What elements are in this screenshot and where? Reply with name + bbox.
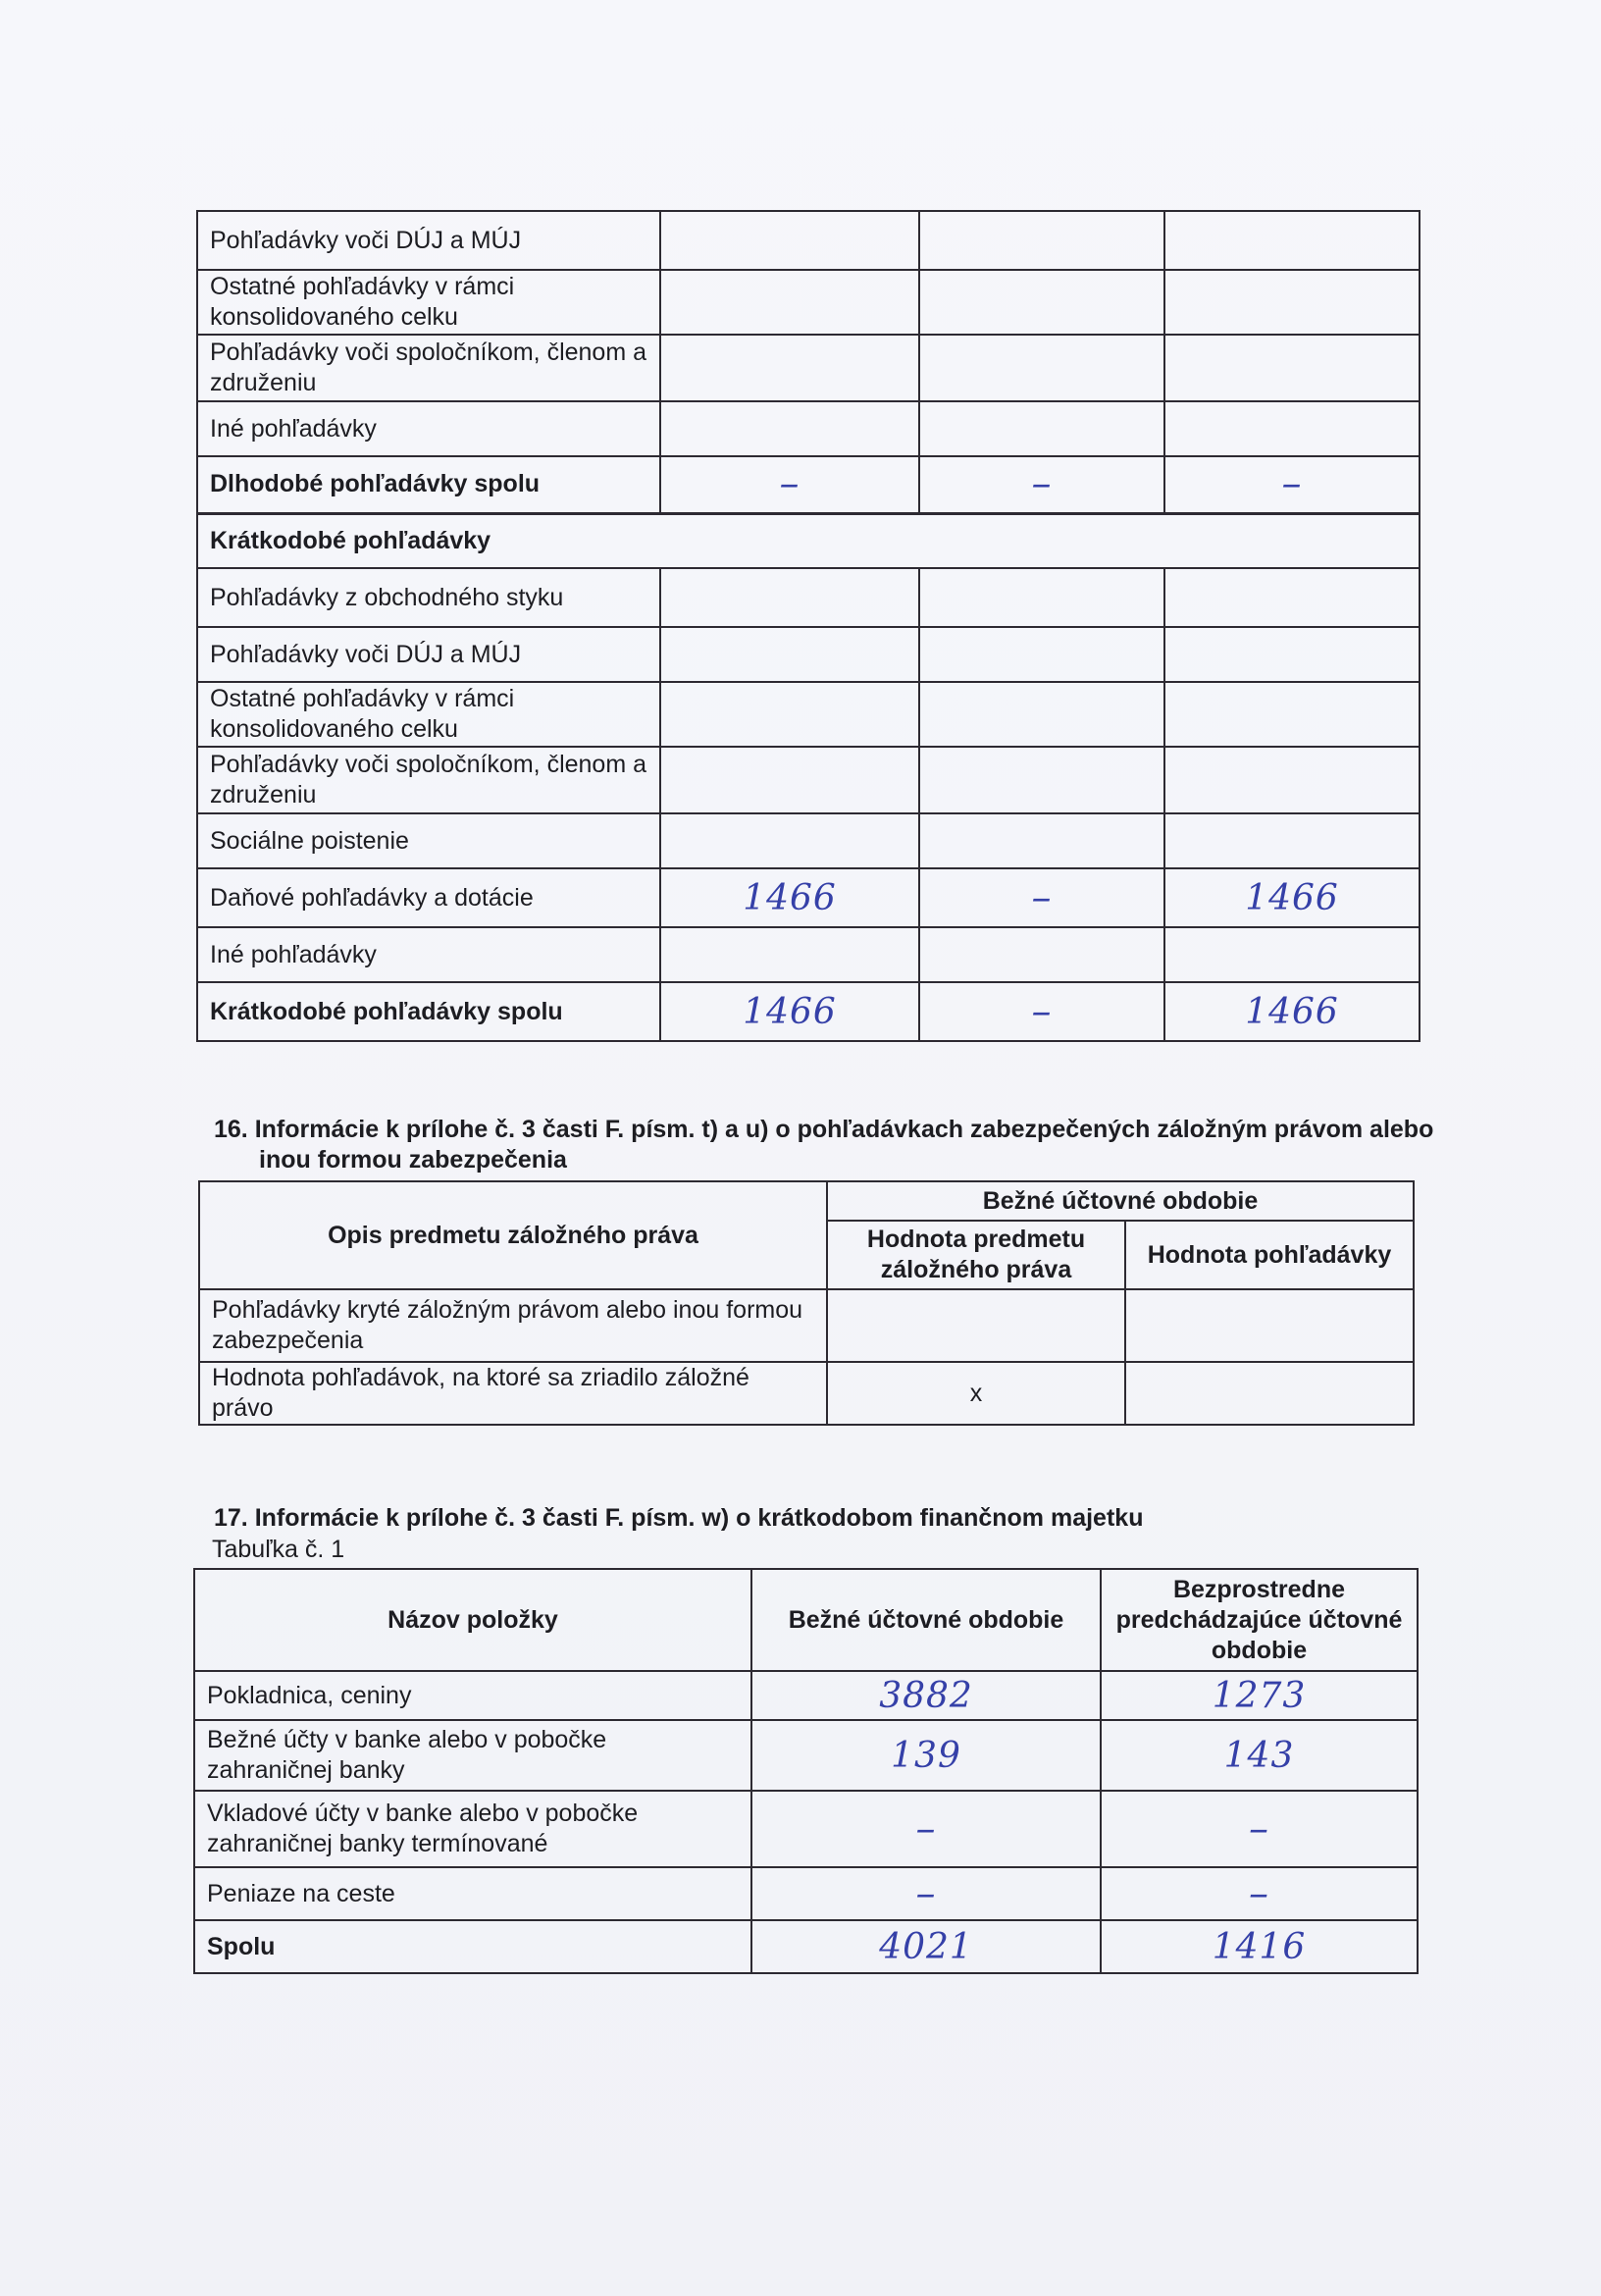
short-term-header: Krátkodobé pohľadávky <box>197 513 1420 568</box>
row-label: Peniaze na ceste <box>194 1867 751 1920</box>
handwritten-value: – <box>919 982 1164 1041</box>
col-period-header: Bežné účtovné obdobie <box>827 1181 1414 1221</box>
cell-value <box>919 747 1164 813</box>
row-label: Pohľadávky voči DÚJ a MÚJ <box>197 627 660 682</box>
cell-value <box>827 1289 1125 1362</box>
section-16-title <box>214 1115 1440 1175</box>
table-row <box>197 335 1420 401</box>
handwritten-value: – <box>1164 456 1420 513</box>
cell-value <box>1164 747 1420 813</box>
row-label: Pokladnica, ceniny <box>194 1671 751 1720</box>
cell-value <box>660 747 919 813</box>
table-header-row <box>199 1181 1414 1221</box>
row-label: Ostatné pohľadávky v rámci konsolidovaného celku <box>197 270 660 335</box>
cell-value <box>1164 682 1420 747</box>
cell-value <box>660 627 919 682</box>
cell-value <box>919 682 1164 747</box>
handwritten-value: 1466 <box>1164 982 1420 1041</box>
cell-value <box>919 568 1164 627</box>
col-desc-header: Opis predmetu záložného práva <box>199 1181 827 1289</box>
cell-value <box>919 335 1164 401</box>
cell-value <box>919 627 1164 682</box>
cell-value <box>660 682 919 747</box>
cell-value <box>1164 211 1420 270</box>
handwritten-value: – <box>919 868 1164 927</box>
row-label: Bežné účty v banke alebo v pobočke zahraničnej banky <box>194 1720 751 1791</box>
row-label: Iné pohľadávky <box>197 927 660 982</box>
row-label: Sociálne poistenie <box>197 813 660 868</box>
cell-value <box>919 401 1164 456</box>
cell-value <box>1164 927 1420 982</box>
cell-value <box>660 927 919 982</box>
table-row <box>194 1720 1418 1791</box>
cell-value <box>1164 813 1420 868</box>
cell-value <box>919 927 1164 982</box>
handwritten-value: 1273 <box>1101 1671 1418 1720</box>
cell-value <box>1125 1362 1414 1425</box>
table-row <box>197 813 1420 868</box>
handwritten-value: 143 <box>1101 1720 1418 1791</box>
row-label: Pohľadávky voči spoločníkom, členom a združeniu <box>197 335 660 401</box>
row-label: Pohľadávky voči DÚJ a MÚJ <box>197 211 660 270</box>
row-label: Ostatné pohľadávky v rámci konsolidovaného celku <box>197 682 660 747</box>
handwritten-value: 4021 <box>751 1920 1101 1973</box>
cell-value <box>919 211 1164 270</box>
table-row <box>197 682 1420 747</box>
cell-value <box>660 813 919 868</box>
table-row <box>199 1289 1414 1362</box>
col-previous-header: Bezprostredne predchádzajúce účtovné obdobie <box>1101 1569 1418 1671</box>
cell-value <box>1164 627 1420 682</box>
row-label: Iné pohľadávky <box>197 401 660 456</box>
handwritten-value: – <box>751 1791 1101 1867</box>
receivables-table <box>196 210 1420 1042</box>
handwritten-value: 1466 <box>660 982 919 1041</box>
row-label: Daňové pohľadávky a dotácie <box>197 868 660 927</box>
handwritten-value: – <box>919 456 1164 513</box>
financial-assets-table <box>193 1568 1419 1974</box>
table-row <box>197 868 1420 927</box>
handwritten-value: 1416 <box>1101 1920 1418 1973</box>
table-row <box>194 1671 1418 1720</box>
handwritten-value: – <box>751 1867 1101 1920</box>
cell-value <box>919 270 1164 335</box>
cell-value <box>919 813 1164 868</box>
table-row <box>197 747 1420 813</box>
col-value-subject-header: Hodnota predmetu záložného práva <box>827 1221 1125 1289</box>
table-row <box>197 211 1420 270</box>
cell-value <box>660 270 919 335</box>
handwritten-value: – <box>660 456 919 513</box>
cell-value <box>1164 401 1420 456</box>
handwritten-value: – <box>1101 1791 1418 1867</box>
row-label: Krátkodobé pohľadávky spolu <box>197 982 660 1041</box>
cell-value <box>1164 270 1420 335</box>
table-row <box>197 982 1420 1041</box>
section-16-title-line1: 16. Informácie k prílohe č. 3 časti F. písm. t) a u) o pohľadávkach zabezpečených záložným právom alebo <box>214 1116 1434 1143</box>
table-row <box>194 1791 1418 1867</box>
table-header-row <box>194 1569 1418 1671</box>
row-label: Dlhodobé pohľadávky spolu <box>197 456 660 513</box>
col-current-header: Bežné účtovné obdobie <box>751 1569 1101 1671</box>
cell-value <box>1164 335 1420 401</box>
pledge-table <box>198 1180 1415 1426</box>
cell-value <box>1125 1289 1414 1362</box>
handwritten-value: 139 <box>751 1720 1101 1791</box>
cell-value <box>660 335 919 401</box>
section-header-row <box>197 513 1420 568</box>
cell-value <box>660 211 919 270</box>
table-row <box>197 270 1420 335</box>
row-label: Pohľadávky voči spoločníkom, členom a združeniu <box>197 747 660 813</box>
table-row <box>194 1867 1418 1920</box>
row-label: Hodnota pohľadávok, na ktoré sa zriadilo záložné právo <box>199 1362 827 1425</box>
section-16-title-line2: inou formou zabezpečenia <box>259 1146 567 1174</box>
row-label: Pohľadávky z obchodného styku <box>197 568 660 627</box>
cell-value <box>1164 568 1420 627</box>
handwritten-value: – <box>1101 1867 1418 1920</box>
handwritten-value: 3882 <box>751 1671 1101 1720</box>
cell-value: x <box>827 1362 1125 1425</box>
table-row <box>197 456 1420 513</box>
row-label: Spolu <box>194 1920 751 1973</box>
table-row <box>199 1362 1414 1425</box>
cell-value <box>660 568 919 627</box>
handwritten-value: 1466 <box>660 868 919 927</box>
table-row <box>197 927 1420 982</box>
col-name-header: Názov položky <box>194 1569 751 1671</box>
section-17-title: 17. Informácie k prílohe č. 3 časti F. písm. w) o krátkodobom finančnom majetku <box>214 1504 1144 1532</box>
col-value-claim-header: Hodnota pohľadávky <box>1125 1221 1414 1289</box>
table-row <box>197 568 1420 627</box>
row-label: Vkladové účty v banke alebo v pobočke zahraničnej banky termínované <box>194 1791 751 1867</box>
section-17-subtitle: Tabuľka č. 1 <box>212 1536 345 1563</box>
table-row <box>197 627 1420 682</box>
table-row <box>194 1920 1418 1973</box>
row-label: Pohľadávky kryté záložným právom alebo inou formou zabezpečenia <box>199 1289 827 1362</box>
table-row <box>197 401 1420 456</box>
cell-value <box>660 401 919 456</box>
handwritten-value: 1466 <box>1164 868 1420 927</box>
